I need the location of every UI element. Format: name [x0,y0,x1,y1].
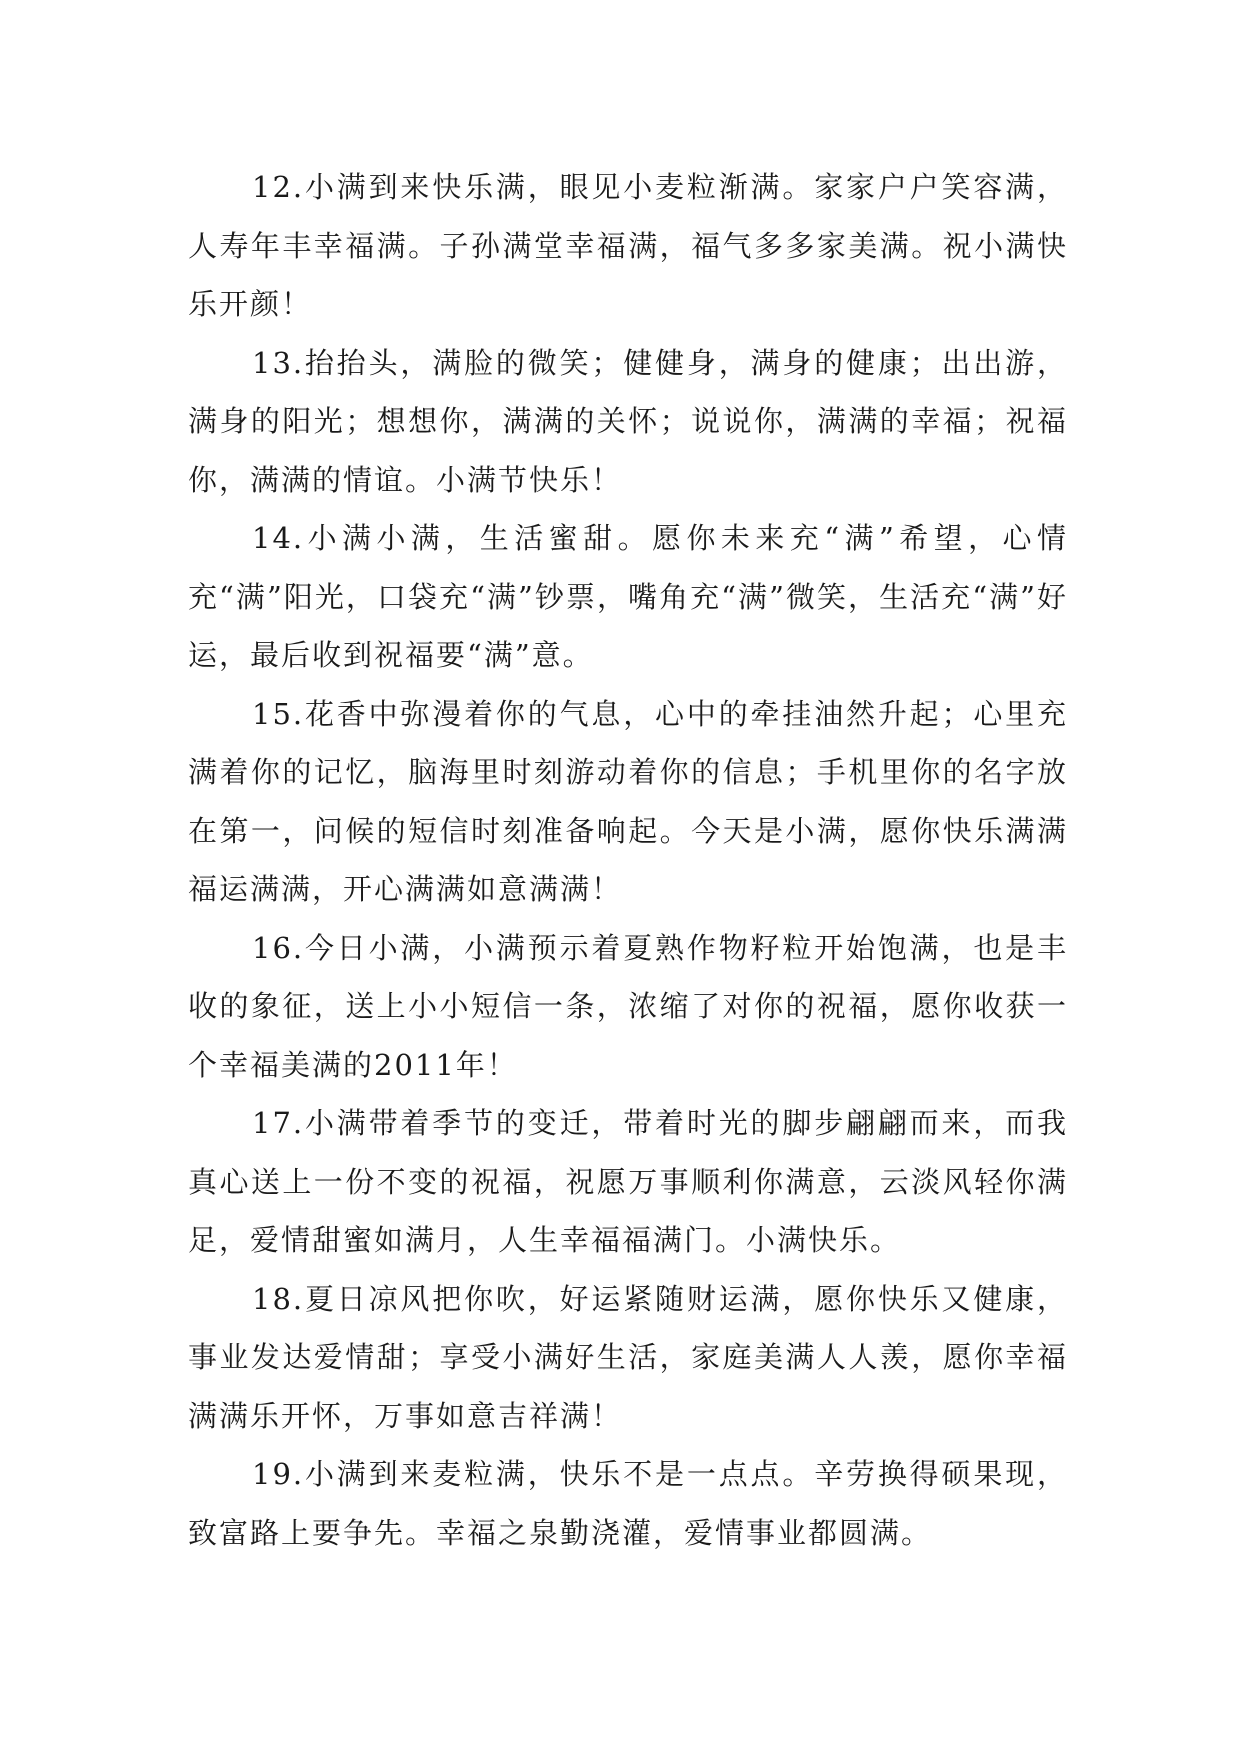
paragraph-19: 19.小满到来麦粒满，快乐不是一点点。辛劳换得硕果现，致富路上要争先。幸福之泉勤浇灌，爱情事业都圆满。 [188,1457,1068,1550]
paragraph-14: 14.小满小满，生活蜜甜。愿你未来充“满”希望，心情充“满”阳光，口袋充“满”钞票，嘴角充“满”微笑，生活充“满”好运，最后收到祝福要“满”意。 [188,521,1068,672]
paragraph-15: 15.花香中弥漫着你的气息，心中的牵挂油然升起；心里充满着你的记忆，脑海里时刻游动着你的信息；手机里你的名字放在第一，问候的短信时刻准备响起。今天是小满，愿你快乐满满福运满满，开心满满如意满满！ [188,696,1068,906]
paragraph-13: 13.抬抬头，满脸的微笑；健健身，满身的健康；出出游，满身的阳光；想想你，满满的关怀；说说你，满满的幸福；祝福你，满满的情谊。小满节快乐！ [188,345,1068,497]
paragraph-16: 16.今日小满，小满预示着夏熟作物籽粒开始饱满，也是丰收的象征，送上小小短信一条，浓缩了对你的祝福，愿你收获一个幸福美满的2011年！ [188,930,1068,1082]
paragraph-12: 12.小满到来快乐满，眼见小麦粒渐满。家家户户笑容满，人寿年丰幸福满。子孙满堂幸福满，福气多多家美满。祝小满快乐开颜！ [188,170,1068,321]
paragraph-17: 17.小满带着季节的变迁，带着时光的脚步翩翩而来，而我真心送上一份不变的祝福，祝愿万事顺利你满意，云淡风轻你满足，爱情甜蜜如满月，人生幸福福满门。小满快乐。 [188,1106,1068,1257]
document-body [188,158,1068,1562]
paragraph-18: 18.夏日凉风把你吹，好运紧随财运满，愿你快乐又健康，事业发达爱情甜；享受小满好生活，家庭美满人人羡，愿你幸福满满乐开怀，万事如意吉祥满！ [188,1281,1068,1433]
